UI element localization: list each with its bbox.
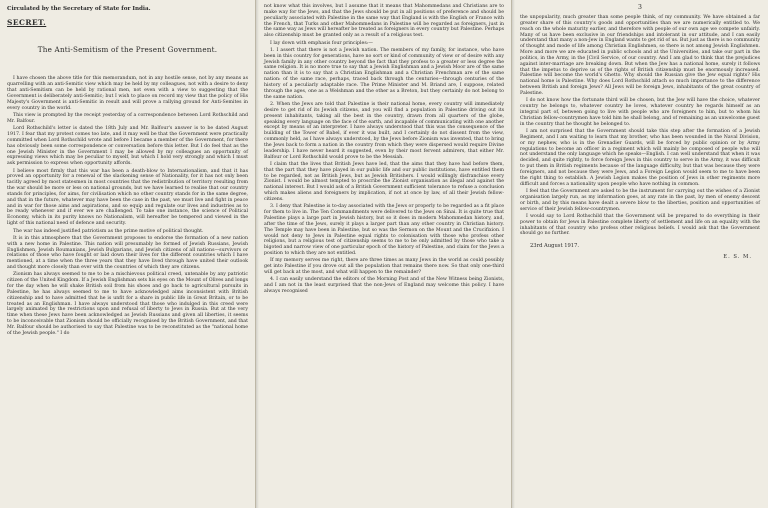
paragraph: It is in this atmosphere that the Government proposes to endorse the formation of a new nation with a new home in Palestine. This nation will presumably be formed of Jewish Russians, Jewish Englishmen, Jewish Roumanians, Jewish Bulgarians, and Jewish citizens of all nations—survivors or relations of those who have fought or laid down their lives for the different countries which I have mentioned, at a time when the three years that they have lived through have united their outlook and thought more closely than ever with the countries of which they are citizens. xyxy=(7,235,248,271)
page-fold-shadow xyxy=(256,0,259,508)
page-number: 3 xyxy=(638,4,642,11)
classification-label: SECRET. xyxy=(7,18,47,28)
paragraph: I claim that the lives that British Jews have led, that the aims that they have had before them, that the part that they have played in our public life and our public institutions, have entitled them to be regarded, not as British Jews, but as Jewish Britishers. I would willingly disfranchise every Zionist. I would be almost tempted to proscribe the Zionist organisation as illegal and against the national interest. But I would ask of a British Government sufficient tolerance to refuse a conclusion which makes aliens and foreigners by implication, if not at once by law, of all their Jewish fellow-citizens. xyxy=(264,161,504,202)
paragraph: I do not know how the fortunate third will be chosen, but the Jew will have the choice, whatever country he belongs to, whatever country he loves, whatever country he regards himself as an integral part of, between going to live with people who are foreigners to him, but to whom his Christian fellow-countrymen have told him he shall belong, and of remaining as an unwelcome guest in the country that he thought he belonged to. xyxy=(520,98,760,127)
paragraph: I am not surprised that the Government should take this step after the formation of a Jewish Regiment, and I am waiting to learn that my brother, who has been wounded in the Naval Division, or my nephew, who is in the Grenadier Guards, will be forced by public opinion or by Army regulations to become an officer in a regiment which will mainly be composed of people who will not understand the only language which he speaks—English. I can well understand that when it was decided, and quite rightly, to force foreign Jews in this country to serve in the Army, it was difficult to put them in British regiments because of the language difficulty, but that was because they were foreigners, and not because they were Jews, and a Foreign Legion would seem to me to have been the right thing to establish. A Jewish Legion makes the position of Jews in other regiments more difficult and forces a nationality upon people who have nothing in common. xyxy=(520,129,760,187)
circulation-stamp: Circulated by the Secretary of State for India. xyxy=(7,6,151,12)
paragraph: Zionism has always seemed to me to be a mischievous political creed, untenable by any patriotic citizen of the United Kingdom. If a Jewish Englishman sets his eyes on the Mount of Olives and longs for the day when he will shake British soil from his shoes and go back to agricultural pursuits in Palestine, he has always seemed to me to have acknowledged aims inconsistent with British citizenship and to have admitted that he is unfit for a share in public life in Great Britain, or to be treated as an Englishman. I have always understood that those who indulged in this creed were largely animated by the restrictions upon and refusal of liberty to Jews in Russia. But at the very time when these Jews have been acknowledged as Jewish Russians and given all liberties, it seems to be inconceivable that Zionism should be officially recognised by the British Government, and that Mr. Balfour should be authorised to say that Palestine was to be reconstituted as the "national home of the Jewish people." I do xyxy=(7,272,248,336)
paragraph: 4. I can easily understand the editors of the Morning Post and of the New Witness being Zionists, and I am not in the least surprised that the non-Jews of England may welcome this policy. I have always recognised xyxy=(264,277,504,295)
signature-date: 23rd August 1917. xyxy=(530,243,580,250)
paragraph: Lord Rothschild's letter is dated the 18th July and Mr. Balfour's answer is to be dated August 1917. I fear that my protest comes too late, and it may well be that the Government were practically committed when Lord Rothschild wrote and before I became a member of the Government, for there has obviously been some correspondence or conversation before this letter. But I do feel that as the one Jewish Minister in the Government I may be allowed by my colleagues an opportunity of expressing views which may be peculiar to myself, but which I hold very strongly and which I must ask permission to express when opportunity affords. xyxy=(7,126,248,167)
paragraph: I lay down with emphasis four principles:— xyxy=(270,40,373,46)
page-two xyxy=(256,0,512,508)
paragraph: 2. When the Jews are told that Palestine is their national home, every country will immediately desire to get rid of its Jewish citizens, and you will find a population in Palestine driving out its present inhabitants, taking all the best in the country, drawn from all quarters of the globe, speaking every language on the face of the earth, and incapable of communicating with one another except by means of an interpreter. I have always understood that this was the consequence of the building of the Tower of Babel, if ever it was built, and I certainly do not dissent from the view, commonly held, as I have always understood, by the Jews before Zionism was invented, that to bring the Jews back to form a nation in the country from which they were dispersed would require Divine leadership. I have never heard it suggested, even by their most fervent admirers, that either Mr. Balfour or Lord Rothschild would prove to be the Messiah. xyxy=(264,102,504,160)
paragraph: I believe most firmly that this war has been a death-blow to Internationalism, and that it has proved an opportunity for a renewal of the slackening sense of Nationality, for it has not only been tacitly agreed by most statesmen in most countries that the redistribution of territory resulting from the war should be more or less on national grounds, but we have learned to realise that our country stands for principles, for aims, for civilisation which no other country stands for in the same degree, and that in the future, whatever may have been the case in the past, we must live and fight in peace and in war for those aims and aspirations, and so equip and regulate our lives and industries as to be ready whenever and if ever we are challenged. To take one instance, the science of Political Economy, which in its purity knows no Nationalism, will hereafter be tempered and viewed in the light of this national need of defence and security. xyxy=(7,168,248,227)
paragraph: not know what this involves, but I assume that it means that Mahommedans and Christians are to make way for the Jews, and that the Jews should be put in all positions of preference and should be peculiarly associated with Palestine in the same way that England is with the English or France with the French, that Turks and other Mahommedans in Palestine will be regarded as foreigners, just in the same way as Jews will hereafter be treated as foreigners in every country but Palestine. Perhaps also citizenship must be granted only as a result of a religious test. xyxy=(264,4,504,39)
page-one xyxy=(0,0,256,508)
paragraph: I have chosen the above title for this memorandum, not in any hostile sense, not by any means as quarrelling with an anti-Semitic view which may be held by my colleagues, not with a desire to deny that anti-Semitism can be held by rational men, not even with a view to suggesting that the Government is deliberately anti-Semitic; but I wish to place on record my view that the policy of His Majesty's Government is anti-Semitic in result and will prove a rallying ground for Anti-Semites in every country in the world. xyxy=(7,76,248,111)
paragraph: 1. I assert that there is not a Jewish nation. The members of my family, for instance, who have been in this country for generations, have no sort or kind of community of view or of desire with any Jewish family in any other country beyond the fact that they profess to a greater or less degree the same religion. It is no more true to say that a Jewish Englishman and a Jewish Moor are of the same nation than it is to say that a Christian Englishman and a Christian Frenchman are of the same nation: of the same race, perhaps, traced back through the centuries—through centuries of the history of a peculiarly adaptable race. The Prime Minister and M. Briand are, I suppose, related through the ages, one as a Welshman and the other as a Breton, but they certainly do not belong to the same nation. xyxy=(264,47,504,100)
paragraph: the unpopularity, much greater than some people think, of my community. We have obtained a far greater share of this country's goods and opportunities than we are numerically entitled to. We reach on the whole maturity earlier, and therefore with people of our own age we compete unfairly. Many of us have been exclusive in our friendships and intolerant in our attitude, and I can easily understand that many a non-Jew in England wants to get rid of us. But just as there is no community of thought and mode of life among Christian Englishmen, so there is not among Jewish Englishmen. More and more we are educated in public schools and at the Universities, and take our part in the politics, in the Army, in the [Civil Service, of our country. And I am glad to think that the prejudices against inter-marriage are breaking down. But when the Jew has a national home, surely it follows that the impetus to deprive us of the rights of British citizenship must be enormously increased. Palestine will become the world's Ghetto. Why should the Russian give the Jew equal rights? His national home is Palestine. Why does Lord Rothschild attach so much importance to the difference between British and foreign Jews? All Jews will be foreign Jews, inhabitants of the great country of Palestine. xyxy=(520,15,760,96)
paragraph: The war has indeed justified patriotism as the prime motive of political thought. xyxy=(13,228,204,234)
author-initials: E. S. M. xyxy=(723,254,752,261)
paragraph: If my memory serves me right, there are three times as many Jews in the world as could possibly get into Palestine if you drove out all the population that remains there now. So that only one-third will get back at the most, and what will happen to the remainder? xyxy=(264,258,504,276)
paragraph: I would say to Lord Rothschild that the Government will be prepared to do everything in their power to obtain for Jews in Palestine complete liberty of settlement and life on an equality with the inhabitants of that country who profess other religious beliefs. I would ask that the Government should go no further. xyxy=(520,213,760,237)
page-fold-shadow xyxy=(512,0,515,508)
page-three xyxy=(512,0,768,508)
paragraph: I feel that the Government are asked to be the instrument for carrying out the wishes of a Zionist organisation largely run, as my information goes, at any rate in the past, by men of enemy descent or birth, and by this means have dealt a severe blow to the liberties, position and opportunities of service of their Jewish fellow-countrymen. xyxy=(520,188,760,212)
document-title: The Anti-Semitism of the Present Government. xyxy=(37,45,218,55)
paragraph: 3. I deny that Palestine is to-day associated with the Jews or properly to be regarded as a fit place for them to live in. The Ten Commandments were delivered to the Jews on Sinai. It is quite true that Palestine plays a large part in Jewish history, but so it does in modern Mahommedan history, and, after the time of the Jews, surely it plays a larger part than any other country in Christian history. The Temple may have been in Palestine, but so was the Sermon on the Mount and the Crucifixion. I would not deny to Jews in Palestine equal rights to colonisation with those who profess other religions, but a religious test of citizenship seems to me to be only admitted by those who take a bigoted and narrow view of one particular epoch of the history of Palestine, and claim for the Jews a position to which they are not entitled. xyxy=(264,204,504,257)
paragraph: This view is prompted by the receipt yesterday of a correspondence between Lord Rothschild and Mr. Balfour. xyxy=(7,112,248,124)
